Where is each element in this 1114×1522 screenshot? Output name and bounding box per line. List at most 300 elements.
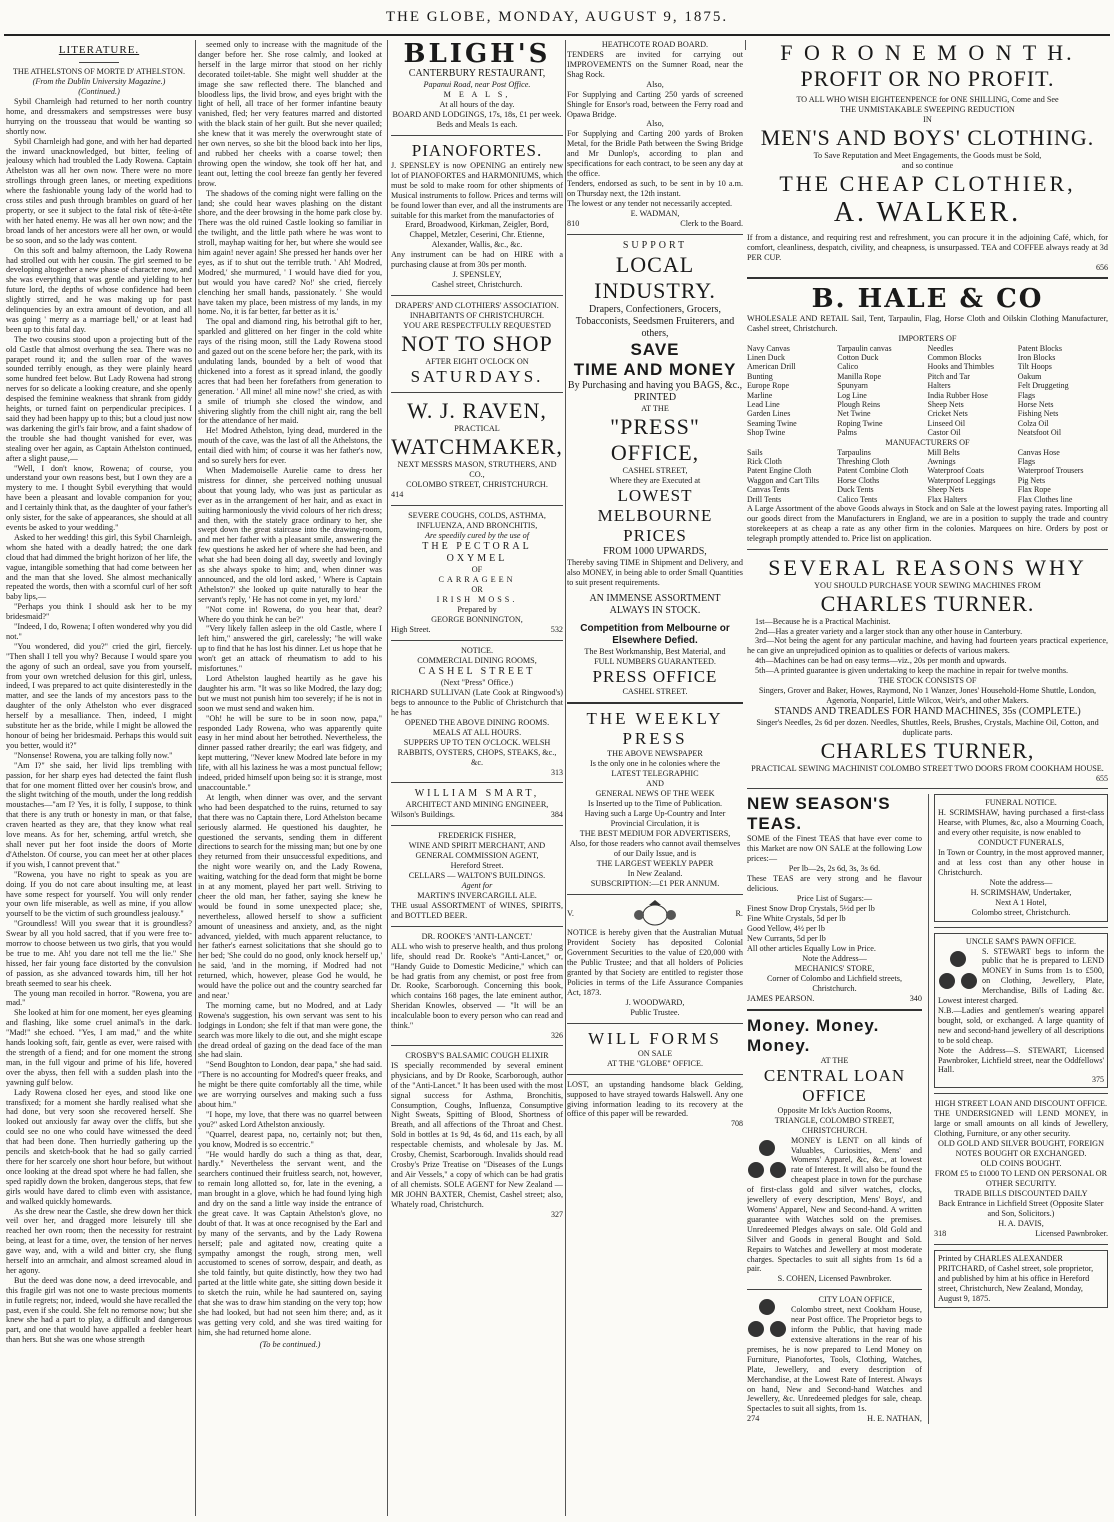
makers: Singers, Grover and Baker, Howes, Raymond, No 1 Wanzer, Jones' Household-Home Shuttle, London, Agenoria, Nonpariel, Little Wilcox, Weir's, and other Makers. [758, 686, 1097, 706]
funeral-note: Note the address— [989, 877, 1053, 887]
charles-turner-2: CHARLES TURNER, [820, 738, 1035, 764]
column-rule [387, 40, 388, 1516]
coughs-prepared: Prepared by [457, 605, 497, 615]
funeral-next: Next A 1 Hotel, [995, 897, 1047, 907]
manufacture-item: Duck Tents [837, 485, 874, 495]
heathcote-body4: Tenders, endorsed as such, to be sent in by 10 a.m. on Thursday next, the 12th instant. [567, 178, 743, 198]
import-item: Cricket Nets [927, 409, 968, 419]
heathcote-also2: Also, [646, 119, 664, 129]
reason-item: 3rd—Not being the agent for any particular machine, and having had fourteen years practical experience, he can give an unprejudiced opinion as to qualities or defects of various makers. [747, 636, 1108, 656]
raven-next: NEXT MESSRS MASON, STRUTHERS, AND CO., [397, 460, 557, 480]
heathcote-title: HEATHCOTE ROAD BOARD. [601, 40, 709, 49]
fisher-hereford: Hereford Street. [450, 860, 504, 870]
manufacture-item: Flags [1017, 457, 1036, 466]
import-item: Lead Line [747, 399, 780, 409]
heathcote-number: 810 [567, 218, 580, 228]
drapers-title: DRAPERS' AND CLOTHIERS' ASSOCIATION. [395, 301, 559, 311]
cashel-street: CASHEL STREET, [622, 465, 688, 475]
teas-body: SOME of the Finest TEAS that have ever come to this Market are now ON SALE at the following Low prices:— [747, 834, 922, 863]
profit-or-no-profit: PROFIT OR NO PROFIT. [800, 66, 1055, 91]
drapers-not-to-shop: NOT TO SHOP [401, 331, 553, 357]
lower-right [928, 794, 1108, 1424]
story-paragraph: The young man recoiled in horror. "Rowena, you are mad." [6, 988, 192, 1008]
piano-title: PIANOFORTES. [411, 141, 543, 160]
pawnbroker-balls-icon [747, 1297, 787, 1341]
import-item: Navy Canvas [747, 343, 790, 353]
high-trade: TRADE BILLS DISCOUNTED DAILY [954, 1189, 1088, 1199]
heathcote-also1: Also, [646, 79, 664, 89]
drapers-inhabitants: INHABITANTS OF CHRISTCHURCH. [409, 311, 545, 321]
high-number: 318 [933, 1229, 947, 1239]
vr-v: V. [567, 909, 574, 919]
on-sale: ON SALE [637, 1048, 673, 1058]
import-item: Bunting [747, 371, 773, 381]
smart-buildings: Wilson's Buildings. [391, 809, 455, 819]
best-medium: THE BEST MEDIUM FOR ADVERTISERS, [579, 829, 731, 839]
high-signature: H. A. DAVIS, [998, 1219, 1044, 1229]
fisher-name: FREDERICK FISHER, [438, 830, 516, 840]
pawnbroker-balls-icon [747, 1138, 787, 1182]
full-numbers: FULL NUMBERS GUARANTEED. [594, 657, 716, 667]
cheap-clothier: THE CHEAP CLOTHIER, [779, 171, 1076, 196]
raven-practical: PRACTICAL [454, 424, 500, 434]
money-signature: S. COHEN, Licensed Pawnbroker. [777, 1274, 892, 1284]
story-paragraph: Asked to her wedding! this girl, this Sybil Charnleigh, whom she hated with a deadly hatred; the one dark cloud that had dimmed the bright horizon of her life, the vague, intangible something that had come between her and the man that she loved. She almost mechanically repeated the words, then with a scornful curl of her soft baby lips,— [6, 532, 192, 602]
uncle-body: S. STEWART begs to inform the public that he is prepared to LEND MONEY in Sums from 1s to £500, on Clothing, Jewellery, Plate, Merchandise, Bills of Lading &c. Lowest interest charged. [937, 946, 1104, 1006]
reason-item: 2nd—Has a greater variety and a larger stock than any other house in Canterbury. [755, 626, 1023, 636]
import-item: India Rubber Hose [927, 390, 988, 400]
money-title: Money. Money. Money. [747, 1015, 880, 1055]
import-item: Plough Reins [837, 399, 881, 409]
notice-next: (Next "Press" Office.) [440, 678, 514, 688]
story-paragraph: She looked at him for one moment, her eyes gleaming and flashing, like some cruel animal's in the dark. "Mad!" she echoed. "Yes, I am mad," and the white hands looking soft, fair, gentle as ever, were raised with the strength of a fiend; and for one moment the strong man, in the full vigour and prime of his life, hovered over the abyss, then fell with a sudden plash into the yawning gulf below. [6, 1008, 192, 1087]
import-item: Needles [927, 343, 954, 353]
uncle-sam-box [934, 933, 1108, 1089]
story-column-2 [198, 40, 382, 1516]
manufacturers-heading: MANUFACTURERS OF [885, 437, 970, 447]
story-paragraph: "Groundless! Will you swear that it is groundless? Swear by all you hold sacred, that if you were free to-morrow to choose between us two girls, that you would be true to me. Ah! you dare not tell me the lie." She hissed, her fair young face distorted by the convulsion of passion, as she advanced towards him, till her hot breath seemed to sear his cheek. [6, 919, 192, 988]
import-item: Halters [927, 381, 951, 391]
import-item: Common Blocks [927, 352, 982, 362]
mutual-trustee: Public Trustee. [630, 1007, 680, 1017]
always-in-stock: ALWAYS IN STOCK. [609, 605, 701, 617]
import-item: Patent Blocks [1017, 343, 1062, 353]
story-body [6, 97, 192, 1345]
high-licensed: Licensed Pawnbroker. [1035, 1229, 1108, 1239]
story-paragraph: Lady Rowena closed her eyes, and stood like one transfixed; for a moment she hardly realised what she had done, but very soon she recovered herself. She looked out anxiously far away over the cliffs, but she could see no one who could have witnessed the deed that had been done. Then hurriedly gathering up the pencils and sketch-book that he had so gaily carried there for her scarcely one short hour before, but without once looking at the dread spot where he had fallen, she sped rapidly down the broken, dangerous steps, that few girls would have dared to climb even with assistance, and walked quickly homewards. [6, 1087, 192, 1206]
heathcote-body3: For Supplying and Carting 200 yards of Broken Metal, for the Bridle Path between the Swing Bridge and Mr Dunlop's, according to plan and specifications for each contract, to be seen any day at the office. [567, 129, 743, 179]
import-item: Neatsfoot Oil [1017, 428, 1062, 438]
city-body: Colombo street, next Cookham House, near Post office. The Proprietor begs to inform the Public, that having made extensive alterations in the rear of his premises, he is now prepared to Lend Money on Furniture, Pianofortes, Tools, Clothing, Watches, Plate, Jewellery, and every description of Merchandise, at the Lowest Rate of Interest. Always on hand, New and Second-hand Watches and Jewellery, &c. Unredeemed pledges for sale, cheap. Spectacles to suit all sights, from 1s. [747, 1305, 922, 1414]
import-item: Horse Nets [1017, 399, 1054, 409]
coughs-number: 532 [550, 625, 563, 635]
story-paragraph: "Oh! he will be sure to be in soon now, papa," responded Lady Rowena, who was apparently quite easy in her mind about her betrothed. Nevertheless, the dinner passed rather drearily; the earl was fidgety, and kept muttering, "Never knew Modred late before in my life, with all his laziness he was a most punctual fellow; indeed, prided himself upon being so: it is strange, most unaccountable." [198, 713, 382, 792]
lower-split [747, 794, 1108, 1424]
story-paragraph: "Rowena, you have no right to speak as you are doing. If you do not care about insulting me, at least have some respect for yourself. You will only render your own life miserable, as well as mine, if you allow yourself to be the victim of such groundless jealousy." [6, 869, 192, 919]
masthead: THE GLOBE, MONDAY, AUGUST 9, 1875. [385, 9, 729, 25]
coughs-carrageen: CARRAGEEN [438, 575, 516, 585]
story-paragraph: "Send Boughton to London, dear papa," she had said. "There is no accounting for Modred's queer freaks, and he might be there quite comfortably all the time, while we are worrying ourselves and making such a fuss about him." [198, 1060, 382, 1109]
heathcote-body2: For Supplying and Carting 250 yards of screened Shingle for Ensor's road, between the Ferry road and Opawa Bridge. [567, 89, 743, 119]
funeral-notice-box [934, 794, 1108, 921]
and: AND [646, 779, 664, 789]
piano-hire: Any instrument can be had on HIRE with a purchasing clause at from 30s per month. [391, 250, 563, 270]
notice-opened: OPENED THE ABOVE DINING ROOMS. [404, 717, 550, 727]
teas-note: Note the Address— [802, 953, 867, 963]
importers-table [747, 344, 1108, 438]
import-item: Hooks and Thimbles [927, 362, 995, 372]
story-paragraph: But the deed was done now, a deed irrevocable, and this fragile girl was not one to waste precious moments in futile regrets; nor, indeed, would she have recalled the past, even if she could. She felt no remorse now; but she knew she had a part to play, a difficult and dangerous part, and one that would have appalled a feebler heart than hers. But she was one whose strength [6, 1275, 192, 1345]
above-newspaper: THE ABOVE NEWSPAPER [607, 749, 703, 759]
raven-address: COLOMBO STREET, CHRISTCHURCH. [406, 480, 548, 490]
practical-number: 655 [1096, 774, 1108, 784]
manufacture-item: Waterproof Leggings [927, 475, 996, 485]
fisher-assortment: THE usual ASSORTMENT of WINES, SPIRITS, and BOTTLED BEER. [391, 900, 563, 920]
ads-column-5 [747, 40, 1108, 1516]
coughs-of: OF [471, 565, 483, 575]
manufacture-item: Waterproof Trousers [1017, 466, 1084, 476]
cashel-street-2: CASHEL STREET. [622, 687, 688, 697]
imprint: Printed by CHARLES ALEXANDER PRITCHARD, of Cashel street, sole proprietor, and published by him at his office in Hereford street, Christchurch, New Zealand, Monday, August 9, 1875. [934, 1250, 1108, 1308]
import-item: Garden Lines [747, 409, 791, 419]
mens-in: IN [923, 115, 932, 124]
lower-left [747, 794, 922, 1424]
story-paragraph: "Well, I don't know, Rowena; of course, you understand your own reasons best, but I own they are a mystery to me. I thought Sybil everything that would have been a pleasant and lovable companion for you; and I certainly think that, as the daughter of your father's only sister, for the sake of appearances, she should at all events be asked to your wedding." [6, 463, 192, 532]
story-paragraph: The morning came, but no Modred, and at Lady Rowena's suggestion, his own servant was sent to his lodgings in London; she felt if that man were gone, the search was more likely to die out, and she might escape the dread ordeal of gazing on the dead face of the man she had slain. [198, 1000, 382, 1060]
import-item: Colza Oil [1017, 418, 1049, 428]
manufacture-item: Patent Engine Cloth [747, 466, 812, 476]
story-paragraph: "Nonsense! Rowena, you are talking folly now." [14, 750, 173, 760]
story-paragraph: "I hope, my love, that there was no quarrel between you?" asked Lord Athelston anxiously. [198, 1109, 382, 1129]
import-item: American Drill [747, 362, 796, 372]
manufacture-item: Sails [747, 447, 763, 457]
crosby-number: 327 [551, 1209, 563, 1219]
notice-body: RICHARD SULLIVAN (Late Cook at Ringwood's) begs to announce to the Public of Christchurch that he has [391, 688, 563, 718]
immense-assortment: AN IMMENSE ASSORTMENT [589, 593, 721, 605]
import-item: Sheep Nets [927, 399, 964, 409]
notice-cashel: CASHEL STREET [418, 666, 536, 678]
smart-name: WILLIAM SMART, [414, 787, 540, 799]
teas-corner: Corner of Colombo and Lichfield streets, Christchurch. [766, 973, 903, 993]
manufacture-item: Pig Nets [1017, 475, 1046, 485]
notice-suppers: SUPPERS UP TO TEN O'CLOCK. WELSH RABBITS, OYSTERS, CHOPS, STEAKS, &c., &c. [397, 737, 557, 767]
teas-prices: Per lb—2s, 2s 6d, 3s, 3s 6d. [788, 863, 881, 873]
money-at: AT THE [820, 1055, 849, 1065]
top-rule [4, 34, 1110, 36]
column-rule [745, 40, 746, 50]
import-item: Pitch and Tar [927, 371, 970, 381]
import-item: Net Twine [837, 409, 871, 419]
story-paragraph: "Quarrel, dearest papa, no, certainly not; but then, you know, Modred is so eccentric." [198, 1129, 382, 1149]
manufacture-item: Tarpaulins [837, 447, 871, 457]
heathcote-signature: E. WADMAN, [630, 208, 680, 218]
to-be-continued: (To be continued.) [259, 1339, 321, 1349]
import-item: Calico [837, 362, 859, 372]
teas-signature: JAMES PEARSON. [747, 993, 815, 1003]
fisher-cellars: CELLARS — WALTON'S BUILDINGS. [408, 870, 546, 880]
central-loan-office: CENTRAL LOAN OFFICE [763, 1065, 906, 1105]
story-continued: (Continued.) [78, 87, 120, 96]
drapers-request: YOU ARE RESPECTFULLY REQUESTED [403, 321, 551, 331]
trades-list: Drapers, Confectioners, Grocers, Tobacconists, Seedsmen Fruiterers, and others, [575, 303, 735, 339]
press-office-2: PRESS OFFICE [592, 667, 718, 687]
uncle-note: Note the Address—S. STEWART, Licensed Pawnbroker, Lichfield street, near the Oddfellows' Hall. [937, 1045, 1104, 1075]
column-rule [565, 40, 566, 1516]
lost-number: 708 [731, 1119, 743, 1129]
practical-machinist: PRACTICAL SEWING MACHINIST COLOMBO STREET TWO DOORS FROM COOKHAM HOUSE. [751, 764, 1104, 774]
will-forms: WILL FORMS [588, 1028, 722, 1048]
mens-unmistakable: THE UNMISTAKABLE SWEEPING REDUCTION [840, 105, 1015, 114]
fisher-agent: Agent for [461, 880, 493, 890]
sugar-2: Fine White Crystals, 5d per lb [747, 913, 846, 923]
import-item: Cotton Duck [837, 352, 879, 362]
manufacture-item: Waggon and Cart Tilts [747, 475, 820, 485]
story-paragraph: The opal and diamond ring, his betrothal gift to her, sparkled and glittered on her finger in the cold white rays of the rising moon, still the Lady Rowena stood and gazed out on the scene before her; the park, with its undulating lands, bounded by a belt of wood that thickened into a forest as it spread inland, the goodly acres that had been her forefathers from generation to generation. ' All mine! all mine now!' she cried, as with a smile of triumph she closed the window, and shivering slightly from the chill night air, rang the bell for the attendance of her maid. [198, 317, 382, 426]
bligh-title: BLIGH'S [403, 40, 551, 69]
support: SUPPORT [622, 239, 688, 251]
money-opposite: Opposite Mr Ick's Auction Rooms, [777, 1105, 892, 1115]
sugar-1: Finest Snow Drop Crystals, 5½d per lb [747, 903, 875, 913]
story-paragraph: The shadows of the coming night were falling on the land; she could hear waves plashing on the distant shore, and the deer browsing in the home park close by. There was the old ruined Castle looking so familiar in the twilight, and the little path where he was wont to stroll, mayhap waiting for her, but where she would see him again! never again! She pressed her hands over her eyes, as if to shut out the terrible truth. ' Ah! Modred, Modred,' she murmured, ' I would have died for you, but would you have cared? No!' she cried, fiercely clenching her small hands, passionately. ' She would have taken my place, been mistress of my lands, in my home. No, it is far better, far better as it is.' [198, 188, 382, 317]
smart-number: 384 [550, 809, 563, 819]
coughs-george: GEORGE BONNINGTON, [431, 615, 523, 625]
in-new-zealand: In New Zealand. [627, 869, 683, 879]
weekly-press: THE WEEKLY PRESS [586, 709, 724, 749]
bligh-sub: CANTERBURY RESTAURANT, [408, 68, 546, 79]
money-body: MONEY is LENT on all kinds of Valuables, Curiosities, Mens' and Womens' Apparel, &c, &c., at lowest rate of Interest. It will also be found the cheapest place in town for the purchase of first-class gold and silver watches, clocks, jewellery of every description, Mens' Boys', and Womens' Apparel, New and Second-hand. A written guarantee with Watches sold on the premises. Unredeemed Pledges always on sale. Old Gold and Silver and Goods in general Bought and Sold. Repairs to Watches and Jewellery at most moderate charges. Spectacles to suit all sights from 1s 6d a pair. [747, 1135, 922, 1274]
importers-heading: IMPORTERS OF [898, 333, 957, 343]
reason-item: 5th—A printed guarantee is given undertaking to keep the machine in repair for twelve months. [755, 666, 1069, 676]
fisher-wine: WINE AND SPIRIT MERCHANT, AND [408, 840, 546, 850]
reason-item: 4th—Machines can be had on easy terms—viz., 20s per month and upwards. [755, 656, 1007, 666]
mutual-signature: J. WOODWARD, [625, 997, 685, 1007]
notice-meals: MEALS AT ALL HOURS. [432, 727, 522, 737]
import-item: Seaming Twine [747, 418, 797, 428]
reason-item: 1st—Because he is a Practical Machinist. [755, 616, 891, 626]
manufacture-item: Flax Halters [927, 494, 967, 504]
manufacture-item: Canvas Hose [1017, 447, 1060, 457]
manufacture-item: Awnings [927, 457, 956, 466]
uncle-number: 375 [1092, 1075, 1104, 1085]
teas-strong: These TEAS are very strong and he flavour delicious. [747, 873, 922, 893]
story-source: (From the Dublin University Magazine.) [32, 77, 166, 86]
heathcote-body1: TENDERS are invited for carrying out IMPROVEMENTS on the Sumner Road, near the Shag Rock. [567, 50, 743, 79]
royal-crest-icon [625, 900, 685, 928]
fisher-general: GENERAL COMMISSION AGENT, [415, 850, 539, 860]
raven-name: W. J. RAVEN, [407, 398, 547, 424]
hale-title: B. HALE & CO [811, 283, 1044, 314]
sugar-5: All other articles Equally Low in Price. [747, 943, 876, 953]
piano-body: J. SPENSLEY is now OPENING an entirely new lot of PIANOFORTES and HARMONIUMS, which must be sold to make room for other shipments of Musical instruments to follow. Prices and terms will be found lower than ever, and all the instruments are suitable for this market from the manufactories of [391, 161, 563, 220]
city-signature: H. E. NATHAN, [867, 1414, 922, 1424]
where-executed: Where they are Executed at [609, 475, 701, 485]
funeral-body: H. SCRIMSHAW, having purchased a first-class Hearse, with Plumes, &c, also a Mourning Coach, and every other requisite, is now enabled to [937, 808, 1104, 837]
hale-intro: WHOLESALE AND RETAIL Sail, Tent, Tarpaulin, Flag, Horse Cloth and Oilskin Clothing Manufacturer, Cashel street, Christchurch. [747, 313, 1108, 333]
vr-r: R. [735, 909, 743, 919]
ads-column-3 [391, 40, 563, 1516]
press-office: "PRESS" OFFICE, [610, 413, 700, 465]
high-coins: OLD COINS BOUGHT. [980, 1159, 1062, 1169]
funeral-colombo: Colombo street, Christchurch. [971, 907, 1071, 917]
import-item: Log Line [837, 390, 867, 400]
high-old-gold: OLD GOLD AND SILVER BOUGHT, FOREIGN NOTES BOUGHT OR EXCHANGED. [937, 1139, 1104, 1159]
walker: A. WALKER. [833, 197, 1022, 228]
story-title: THE ATHELSTONS OF MORTE D' ATHELSTON. [12, 67, 186, 76]
only-one: Is the only one in he colonies where the [589, 759, 721, 769]
teas-title: NEW SEASON'S TEAS. [747, 794, 891, 834]
manufacture-item: Drill Tents [747, 494, 782, 504]
stock-heading: THE STOCK CONSISTS OF [878, 676, 977, 686]
coughs-pectoral: THE PECTORAL OXYMEL [422, 541, 532, 565]
import-item: Tarpaulin canvas [837, 343, 892, 353]
story-paragraph: "He would hardly do such a thing as that, dear, hardly." Nevertheless the servant went, and the searchers continued their fruitless search, not, however, to remain long allotted so, for, late in the evening, a man brought in a glove, which he had found lying high and dry on the sand a little way inside the entrance of the great cave. It was Captain Athelston's glove, no doubt of that. It was at once recognised by the Earl and by many of the servants, and by the Lady Rowena herself; pale and agitated now, creating quite a sympathy amongst the rough, strong men, well accustomed to scenes of sorrow, despair, and death, as she told faintly, but quite distinctly, how they two had parted at the little white gate, she sitting down beside it to sketch the ruin, while he had sauntered on, saying that she was to draw him standing on the very top; how she had looked, but had not seen him there; and, as it was getting very cold, and she was tired waiting for him, she had returned home alone. [198, 1149, 382, 1337]
uncle-title: UNCLE SAM'S PAWN OFFICE. [965, 936, 1077, 946]
city-title: CITY LOAN OFFICE, [818, 1295, 895, 1305]
mutual-body: NOTICE is hereby given that the Australian Mutual Provident Society has deposited Colonial Government Securities to the value of £20,000 with the Public Trustee; and that all holders of Policies granted by that Society are entitled to register those Policies in terms of the Life Assurance Companies Act, 1873. [567, 928, 743, 997]
story-paragraph: The two cousins stood upon a projecting butt of the old Castle that almost overhung the sea. There was no parapet round it; and the sullen roar of the waves sounded terribly enough, as they were plainly heard some hundred feet below. But Lady Rowena had strong nerves for so delicate a looking creature, and she openly despised the feminine weakness that shrank from giddy heights, or turned faint on perpendicular precipices. I said they had been happy up to this; but a cloud just now was darkening the girl's fair brow, and a faint shadow of the trouble she had thought vanished for ever, was stealing over her again, as Captain Athelston continued, after a slight pause,— [6, 334, 192, 463]
mens-clothing: MEN'S AND BOYS' CLOTHING. [760, 125, 1095, 150]
raven-watchmaker: WATCHMAKER, [391, 434, 563, 460]
notice-title: NOTICE. [460, 646, 494, 656]
mens-cafe: If from a distance, and requiring rest and refreshment, you can procure it in the adjoining Café, which, for comfort, cleanliness, despatch, civility, and cheapness, is unsurpassed. TEA and COFFEE always ready at 3d PER CUP. [747, 233, 1108, 262]
smart-architect: ARCHITECT AND MINING ENGINEER, [405, 799, 549, 809]
piano-signature: J. SPENSLEY, [452, 270, 502, 280]
notice-number: 313 [551, 767, 563, 777]
crosby-title: CROSBY'S BALSAMIC COUGH ELIXIR [405, 1050, 549, 1060]
story-body-2 [198, 40, 382, 1338]
best-workmanship: The Best Workmanship, Best Material, and [584, 647, 726, 657]
import-item: Roping Twine [837, 418, 883, 428]
bligh-board: BOARD AND LODGINGS, 17s, 18s, £1 per week. [392, 110, 562, 119]
story-paragraph: "You wondered, did you?" cried the girl, fiercely. "Then shall I tell you why? Because I would spare you the agony of such an ordeal, save you from yourself, from your own wretched delusion for this girl, unless, indeed, I was prepared to act quite disinterestedly in the matter, and see the lands of my ancestors pass to the daughter of the only Athelston who ever disgraced herself by a mesalliance. Then, indeed, I might substitute her as the bride, while I might be allowed the honour of being her bridesmaid. Perhaps this would suit you better, would it?" [6, 641, 192, 750]
uncle-nb: N.B.—Ladies and gentlemen's wearing apparel bought, sold, or exchanged. A large quantity of new and second-hand jewellery of all descriptions to be sold cheap. [937, 1005, 1104, 1045]
import-item: Linen Duck [747, 352, 785, 362]
mens-continue: and so continue [901, 161, 954, 170]
ads-column-4 [567, 40, 743, 1516]
bligh-hours: At all hours of the day. [439, 100, 515, 109]
high-title: HIGH STREET LOAN AND DISCOUNT OFFICE. [934, 1099, 1108, 1109]
import-item: Linseed Oil [927, 418, 966, 428]
high-from: FROM £5 to £1000 TO LEND ON PERSONAL OR OTHER SECURITY. [934, 1169, 1108, 1189]
story-paragraph: As she drew near the Castle, she drew down her thick veil over her, and dragged more leisurely till she reached her own room; then the necessity for restraint being, at least for a time, over, the tension of her nerves gave way, and, with a wild and bitter cry, she flung herself into an armchair, and almost screamed aloud in her agony. [6, 1206, 192, 1275]
funeral-conduct: CONDUCT FUNERALS, [978, 837, 1064, 847]
piano-makers: Erard, Broadwood, Kirkman, Zeigler, Bord, Chappel, Metzler, Ceserini, Chr. Etienne, Alexander, Wallis, &c., &c. [405, 220, 549, 250]
coughs-title: SEVERE COUGHS, COLDS, ASTHMA, INFLUENZA, AND BRONCHITIS, [408, 511, 546, 531]
story-paragraph: At length, when dinner was over, and the servant who had been despatched to the ruins, returned to say that there was no Captain there, Lord Athelston became seriously alarmed. He questioned his daughter, he questioned the servants, sending them in different directions to search for the missing man; but one by one they returned from their unsuccessful expeditions, and the night wore wearily on, and the Lady Rowena, waiting, watching for the dead form that might be borne in at any moment, played her part well. Striving to cheer the old man, her father, saying she knew he would be found in some unexpected place; she, nevertheless, allowed herself to show a sufficient amount of uneasiness and anxiety, and, as the night advanced, yielded, with much apparent reluctance, to her father's earnest solicitations that she should go to her bed; 'She could do no good, only knock herself up,' he said, 'and in the morning, if Modred had not returned, which, however, please God he would, he would have the police out and the country searched far and near.' [198, 792, 382, 1000]
fisher-ale: MARTIN'S INVERCARGILL ALE. [417, 890, 537, 900]
manufacture-item: Calico Tents [837, 494, 878, 504]
notice-commercial: COMMERCIAL DINING ROOMS, [417, 656, 537, 666]
mens-body: TO ALL WHO WISH EIGHTEENPENCE for ONE SHILLING, Come and See [796, 95, 1059, 104]
manufacture-item: Waterproof Coats [927, 466, 984, 476]
at-the: AT THE [641, 403, 669, 413]
crosby-body: IS specially recommended by several eminent physicians, and by Dr Rooke, Scarborough, author of the "Anti-Lancet." It has been used with the most signal success for Asthma, Bronchitis, Consumption, Coughs, Influenza, Consumptive Night Sweats, Spitting of Blood, Shortness of Breath, and all affections of the Throat and Chest. Sold in bottles at 1s 9d, 4s 6d, and 11s each, by all respectable chemists, and wholesale by Jas. M. Crosby, Chemist, Scarborough. Invalids should read Crosby's Prize Treatise on "Diseases of the Lungs and Air Vessels," a copy of which can be had gratis of all chemists. SOLE AGENT for New Zealand — MR JOHN BAXTER, Chemist, Cashel street; also, Whately road, Christchurch. [391, 1060, 563, 1209]
charles-turner: CHARLES TURNER. [820, 590, 1035, 616]
coughs-irish-moss: IRISH MOSS. [436, 595, 518, 605]
import-item: Manilla Rope [837, 371, 882, 381]
story-paragraph: "Perhaps you think I should ask her to be my bridesmaid?" [6, 602, 192, 622]
literature-column [6, 40, 192, 1516]
import-item: Europe Rope [747, 381, 789, 391]
largest-weekly: THE LARGEST WEEKLY PAPER [596, 859, 714, 869]
manufacturers-table [747, 448, 1108, 504]
needles: Singer's Needles, 2s 6d per dozen. Needles, Shuttles, Reels, Brushes, Crystals, Machine Oil, Cotton, and duplicate parts. [756, 718, 1099, 738]
manufacture-item: Patent Combine Cloth [837, 466, 909, 476]
manufacture-item: Horse Cloths [837, 475, 880, 485]
story-paragraph: He! Modred Athelston, lying dead, murdered in the mouth of the cave, was the last of all the Athelstons, the entail died with him; of course it was her father's now, and so surely hers for ever. [198, 426, 382, 466]
latest-telegraphic: LATEST TELEGRAPHIC [611, 769, 699, 779]
reasons-list [747, 617, 1108, 676]
anti-lancet-body: ALL who wish to preserve health, and thus prolong life, should read Dr. Rooke's "Anti-Lancet," or, "Handy Guide to Domestic Medicine," which can be had gratis from any chemist, or post free from Dr. Rooke, Scarborough. Concerning this book, which contains 168 pages, the late eminent author, Sheridan Knowles, observed — "It will be an incalculable boon to every person who can read and think." [391, 941, 563, 1031]
drapers-saturdays: SATURDAYS. [410, 367, 544, 387]
coughs-or: OR [471, 585, 483, 595]
story-paragraph: On this soft and balmy afternoon, the Lady Rowena had strolled out with her cousin. The girl seemed to be developing altogether a new phase of character now, and she was everything that was gentle and yielding to her future lord, the depths of whose confidence had been slightly stirred, and he was making up for past delinquencies by an extra amount of devotion, and all was going ' merry as a marriage bell,' or at least had been up to this fatal day. [6, 245, 192, 334]
manufacture-item: Flax Clothes line [1017, 494, 1073, 504]
stands: STANDS AND TREADLES FOR HAND MACHINES, 35s (COMPLETE.) [774, 706, 1081, 718]
funeral-town: In Town or Country, in the most approved manner, and at less cost than any other house in Christchurch. [937, 847, 1104, 877]
bligh-meals: M E A L S, [443, 90, 511, 99]
hale-footer: A Large Assortment of the above Goods always in Stock and on Sale at the lowest paying rates. Importing all our goods direct from the Manufacturers in England, we are in a position to supply the trade and country storekeepers at as cheap a rate as any other firm in the colonies. Marquees on hire. Orders by post or telegraph promptly attended to. Price list on application. [747, 504, 1108, 543]
import-item: Oakum [1017, 371, 1042, 381]
lowest-melbourne-prices: LOWEST MELBOURNE PRICES [597, 485, 713, 545]
time-and-money: TIME AND MONEY [573, 359, 737, 379]
from-1000: FROM 1000 UPWARDS, [603, 545, 707, 557]
teas-list: Price List of Sugars:— [796, 893, 873, 903]
manufacture-item: Mill Belts [927, 447, 960, 457]
having-circulation: Having such a Large Up-Country and Inter Provincial Circulation, it is [584, 809, 726, 829]
anti-lancet-number: 326 [551, 1030, 563, 1040]
teas-store: MECHANICS' STORE, [794, 963, 875, 973]
coughs-cured: Are speedily cured by the use of [425, 531, 529, 541]
import-item: Tilt Hoops [1017, 362, 1052, 372]
funeral-title: FUNERAL NOTICE. [985, 798, 1057, 808]
mens-save: To Save Reputation and Meet Engagements, the Goods must be Sold, [813, 151, 1042, 160]
literature-heading: LITERATURE. [58, 44, 140, 56]
inserted: Is Inserted up to the Time of Publication. [587, 799, 723, 809]
story-paragraph: Lord Athelston laughed heartily as he gave his daughter his arm. "It was so like Modred, the lazy dog; but we must not punish him too severely; if he is not in soon we must send and waken him. [198, 674, 382, 713]
save: SAVE [630, 339, 680, 359]
heathcote-body5: The lowest or any tender not necessarily accepted. [567, 198, 733, 208]
story-paragraph: "Am I?" she said, her livid lips trembling with passion, for her sharp eyes had detected the faint flush that for one moment flitted over her cousin's brow, and the slight twitching of the mouth, under the long reddish moustaches—"am I? Yes, it is folly, I suppose, to think that there is any truth or honesty in man, or that false, craven hearted as they are, that they know what real love means. As for her, scheming, artful wretch, she shall never put her foot inside the doors of Morte d'Athelston. Of course, you can meet her at other places if you wish, I cannot prevent that." [6, 760, 192, 869]
piano-address: Cashel street, Christchurch. [431, 280, 523, 290]
general-news: GENERAL NEWS OF THE WEEK [595, 789, 715, 799]
thereby-saving: Thereby saving TIME in Shipment and Delivery, and also MONEY, in being able to order Small Quantities to suit present requirements. [567, 557, 743, 587]
local-industry: LOCAL INDUSTRY. [594, 251, 716, 303]
import-item: Palms [837, 428, 857, 438]
several-reasons: SEVERAL REASONS WHY [768, 554, 1087, 580]
raven-number: 414 [391, 490, 404, 500]
bligh-address: Papanui Road, near Post Office. [423, 80, 531, 89]
also-readers: Also, for those readers who cannot avail themselves of our Daily Issue, and is [569, 839, 741, 859]
should-purchase: YOU SHOULD PURCHASE YOUR SEWING MACHINES FROM [814, 580, 1041, 590]
by-purchasing: By Purchasing and having you BAGS, &c., PRINTED [567, 379, 743, 403]
anti-lancet-title: DR. ROOKE'S 'ANTI-LANCET.' [421, 931, 533, 941]
high-back: Back Entrance in Lichfield Street (Opposite Slater and Son, Solicitors.) [938, 1199, 1104, 1219]
bligh-beds: Beds and Meals 1s each. [436, 120, 518, 129]
story-paragraph: Sybil Charnleigh had gone, and with her had departed the inward unacknowledged, but bitter, feeling of jealousy which had troubled the Lady Rowena. Captain Athelston was all her own now. There were no more strollings through green lanes, or meeting expeditions where the fashionable young lady of the world had to cross stiles and push through brambles on guard of her property, or see it subject to the fatal risk of tête-à-tête with her hated enemy. He was all her own now; and the broad lands of her ancestors were all her own, or would be so soon, and so the lady was content. [6, 136, 192, 245]
story-paragraph: "Not come in! Rowena, do you hear that, dear? Where do you think he can be?" [198, 604, 382, 624]
subscription: SUBSCRIPTION:—£1 PER ANNUM. [590, 879, 720, 889]
mens-number: 656 [1096, 262, 1108, 272]
import-item: Felt Druggeting [1017, 381, 1069, 391]
story-paragraph: seemed only to increase with the magnitude of the danger before her. She rose calmly, and looked at herself in the large mirror that stood on her richly decorated toilet-table. She might well shudder at the image she saw reflected there. The blanched and bloodless lips, the livid brow, and eyes bright with the light of hell, all trace of her former infantine beauty vanished, fled; her very features marred and distorted with the black stain of her guilt. But she never quailed; she knew that it was merely the overwrought state of her own nerves, so she bit the blood back into her lips, and rubbed her cheeks with a coarse towel; then throwing open the window, she took off her hat, and leant out, letting the cool breeze fan gently her fevered brow. [198, 40, 382, 188]
competition: Competition from Melbourne or Elsewhere Defied. [580, 623, 730, 647]
high-body: THE UNDERSIGNED will LEND MONEY, in large or small amounts on all kinds of Jewellery, Clothing, Furniture, or any other security. [933, 1109, 1108, 1139]
story-paragraph: Sybil Charnleigh had returned to her north country home, and dressmakers and sempstresses were busy hurrying on the trousseau that would be wanting so shortly now. [6, 97, 192, 136]
manufacture-item: Threshing Cloth [837, 457, 890, 466]
coughs-high: High Street. [391, 625, 431, 635]
manufacture-item: Canvas Tents [747, 485, 790, 495]
